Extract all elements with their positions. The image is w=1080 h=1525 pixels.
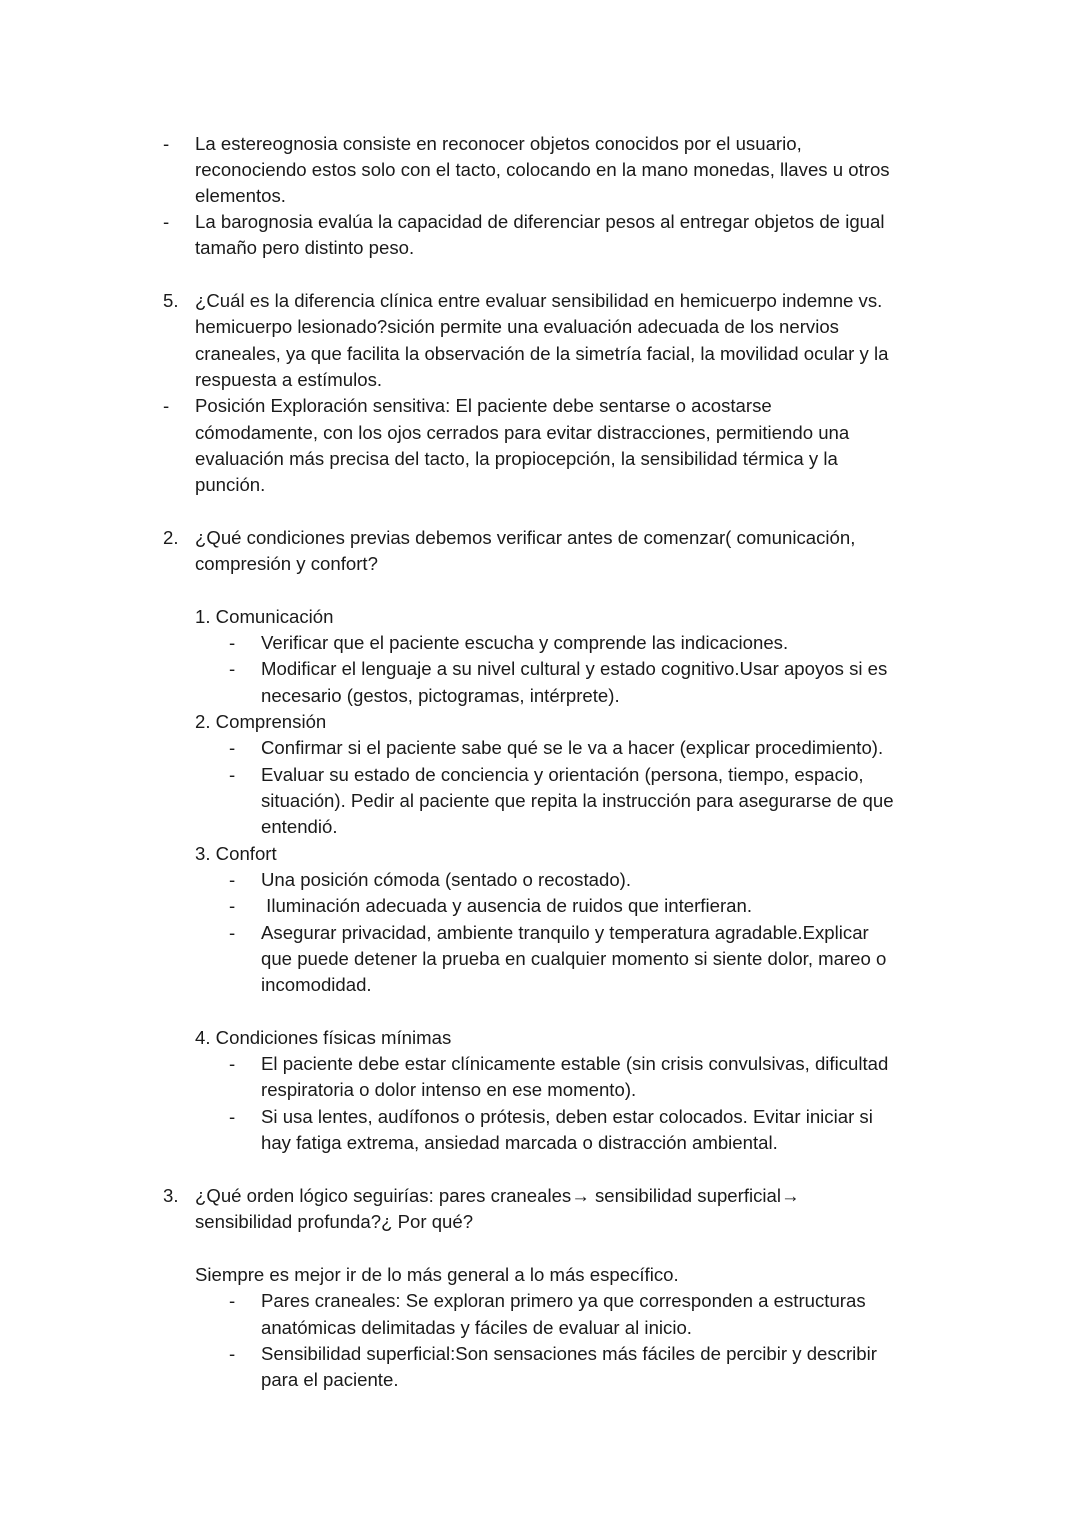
question-number: 2. <box>163 527 179 548</box>
bullet-marker: - <box>229 764 236 785</box>
text-line: cómodamente, con los ojos cerrados para evitar distracciones, permitiendo una <box>195 422 850 443</box>
subheading: 3. Confort <box>195 843 277 864</box>
bullet-marker: - <box>229 1343 236 1364</box>
text-line: Evaluar su estado de conciencia y orientación (persona, tiempo, espacio, <box>261 764 864 785</box>
subheading: 1. Comunicación <box>195 606 334 627</box>
text-line: Confirmar si el paciente sabe qué se le va a hacer (explicar procedimiento). <box>261 737 884 758</box>
text-line: Modificar el lenguaje a su nivel cultural y estado cognitivo.Usar apoyos si es <box>261 658 888 679</box>
text-line: respiratoria o dolor intenso en ese momento). <box>261 1079 637 1100</box>
text-line: Si usa lentes, audífonos o prótesis, deben estar colocados. Evitar iniciar si <box>261 1106 873 1127</box>
bullet-marker: - <box>163 211 170 232</box>
bullet-marker: - <box>229 737 236 758</box>
paragraph: Siempre es mejor ir de lo más general a lo más específico. <box>195 1264 679 1285</box>
text-line: entendió. <box>261 816 338 837</box>
text-line: sensibilidad profunda?¿ Por qué? <box>195 1211 474 1232</box>
subheading: 4. Condiciones físicas mínimas <box>195 1027 452 1048</box>
text-line: Posición Exploración sensitiva: El paciente debe sentarse o acostarse <box>195 395 772 416</box>
text-line: compresión y confort? <box>195 553 378 574</box>
bullet-marker: - <box>229 1053 236 1074</box>
text-line: hemicuerpo lesionado?sición permite una evaluación adecuada de los nervios <box>195 316 839 337</box>
text-line: Una posición cómoda (sentado o recostado). <box>261 869 632 890</box>
text-line: que puede detener la prueba en cualquier momento si siente dolor, mareo o <box>261 948 887 969</box>
text-line: evaluación más precisa del tacto, la propiocepción, la sensibilidad térmica y la <box>195 448 838 469</box>
text-line: tamaño pero distinto peso. <box>195 237 415 258</box>
bullet-marker: - <box>163 395 170 416</box>
text-line: El paciente debe estar clínicamente estable (sin crisis convulsivas, dificultad <box>261 1053 889 1074</box>
question-number: 5. <box>163 290 179 311</box>
bullet-marker: - <box>229 1106 236 1127</box>
text-line: elementos. <box>195 185 286 206</box>
text-line: ¿Qué condiciones previas debemos verificar antes de comenzar( comunicación, <box>195 527 856 548</box>
text-line: Asegurar privacidad, ambiente tranquilo y temperatura agradable.Explicar <box>261 922 869 943</box>
bullet-marker: - <box>229 658 236 679</box>
bullet-marker: - <box>163 133 170 154</box>
bullet-marker: - <box>229 869 236 890</box>
text-line: punción. <box>195 474 266 495</box>
text-line: ¿Cuál es la diferencia clínica entre evaluar sensibilidad en hemicuerpo indemne vs. <box>195 290 883 311</box>
text-line: ¿Qué orden lógico seguirías: pares craneales→ sensibilidad superficial→ <box>195 1185 800 1206</box>
text-line: Pares craneales: Se exploran primero ya que corresponden a estructuras <box>261 1290 866 1311</box>
question-number: 3. <box>163 1185 179 1206</box>
text-line: La estereognosia consiste en reconocer objetos conocidos por el usuario, <box>195 133 802 154</box>
text-line: necesario (gestos, pictogramas, intérprete). <box>261 685 620 706</box>
bullet-marker: - <box>229 922 236 943</box>
text-line: La barognosia evalúa la capacidad de diferenciar pesos al entregar objetos de igual <box>195 211 885 232</box>
text-line: anatómicas delimitadas y fáciles de evaluar al inicio. <box>261 1317 692 1338</box>
bullet-marker: - <box>229 1290 236 1311</box>
text-line: situación). Pedir al paciente que repita la instrucción para asegurarse de que <box>261 790 894 811</box>
text-line: reconociendo estos solo con el tacto, colocando en la mano monedas, llaves u otros <box>195 159 890 180</box>
text-line: incomodidad. <box>261 974 372 995</box>
subheading: 2. Comprensión <box>195 711 327 732</box>
text-line: craneales, ya que facilita la observación de la simetría facial, la movilidad ocular y la <box>195 343 889 364</box>
bullet-marker: - <box>229 632 236 653</box>
text-line: Iluminación adecuada y ausencia de ruidos que interfieran. <box>261 895 752 916</box>
text-line: para el paciente. <box>261 1369 399 1390</box>
text-line: respuesta a estímulos. <box>195 369 383 390</box>
text-line: Verificar que el paciente escucha y comprende las indicaciones. <box>261 632 789 653</box>
text-line: Sensibilidad superficial:Son sensaciones más fáciles de percibir y describir <box>261 1343 877 1364</box>
text-line: hay fatiga extrema, ansiedad marcada o distracción ambiental. <box>261 1132 778 1153</box>
bullet-marker: - <box>229 895 236 916</box>
